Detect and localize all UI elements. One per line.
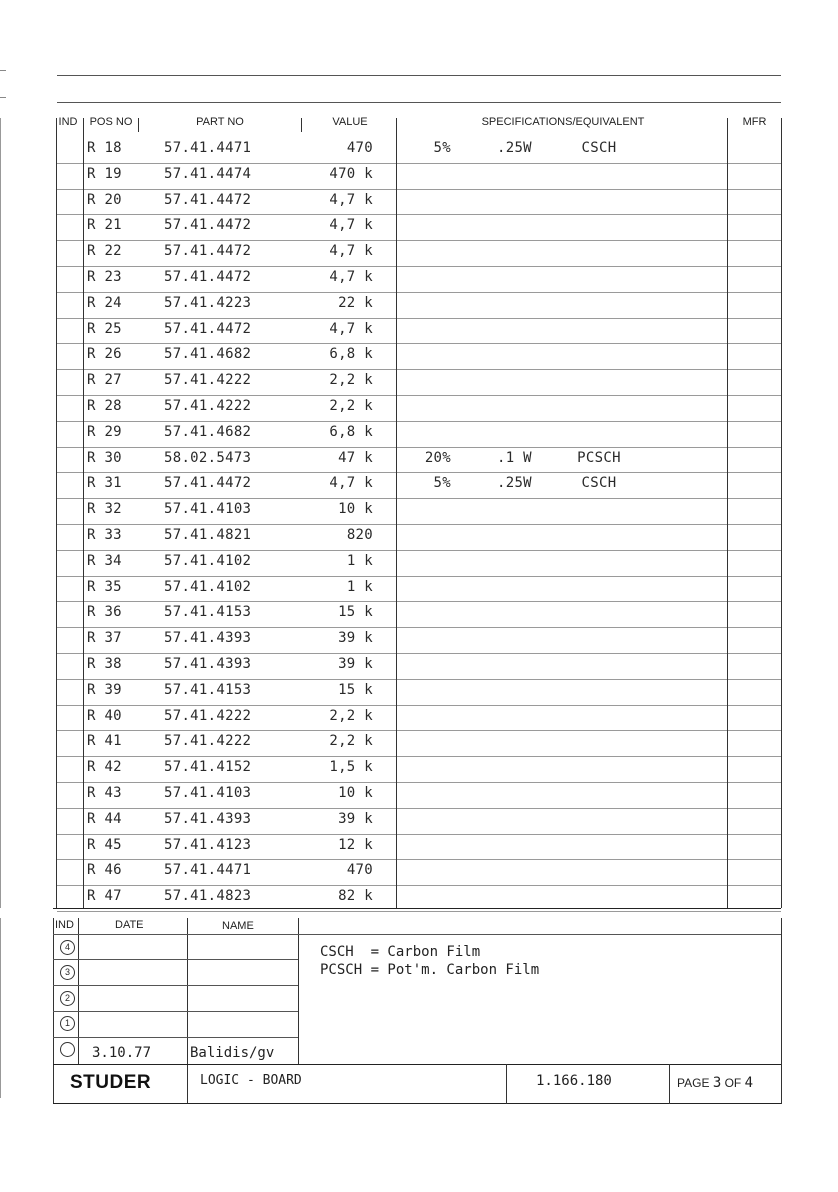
pos-cell: R 26 xyxy=(87,346,122,363)
part-no-cell: 57.41.4472 xyxy=(164,269,252,285)
part-no-cell: 57.41.4821 xyxy=(164,527,252,543)
table-row xyxy=(57,576,781,603)
value-cell: 1,5 k xyxy=(329,759,373,776)
column-rule xyxy=(781,118,782,908)
margin-mark xyxy=(0,70,6,71)
pos-cell: R 22 xyxy=(87,243,122,260)
note-csch: CSCH = Carbon Film xyxy=(320,944,481,960)
table-row xyxy=(57,137,781,164)
part-no-cell: 57.41.4102 xyxy=(164,552,252,569)
page-number: 3 xyxy=(712,1075,722,1091)
header-part-no: PART NO xyxy=(196,116,244,128)
column-rule xyxy=(138,118,139,132)
block-rule xyxy=(53,1011,298,1012)
revision-name: Balidis/gv xyxy=(190,1045,275,1061)
table-row xyxy=(57,653,781,680)
header-specs: SPECIFICATIONS/EQUIVALENT xyxy=(481,116,645,128)
pos-cell: R 29 xyxy=(87,423,122,440)
block-rule xyxy=(53,1103,781,1104)
pos-cell: R 41 xyxy=(87,733,122,750)
value-cell: 15 k xyxy=(338,681,373,698)
header-ind: IND xyxy=(58,116,78,128)
pos-cell: R 33 xyxy=(87,527,122,543)
table-row xyxy=(57,498,781,525)
column-rule xyxy=(56,118,57,908)
margin-mark xyxy=(0,97,6,98)
type-cell: CSCH xyxy=(581,475,617,492)
note-pcsch: PCSCH = Pot'm. Carbon Film xyxy=(320,962,540,978)
power-cell: .1 W xyxy=(497,449,532,466)
block-rule xyxy=(53,1064,781,1065)
part-no-cell: 57.41.4472 xyxy=(164,475,252,492)
studer-logo: STUDER xyxy=(70,1072,152,1093)
tolerance-cell: 5% xyxy=(433,475,451,492)
value-cell: 4,7 k xyxy=(329,191,373,208)
revision-mark-1: 1 xyxy=(60,1016,75,1031)
pos-cell: R 30 xyxy=(87,449,122,466)
part-no-cell: 57.41.4393 xyxy=(164,630,252,647)
value-cell: 4,7 k xyxy=(329,217,373,234)
value-cell: 4,7 k xyxy=(329,269,373,285)
table-row xyxy=(57,472,781,499)
table-row xyxy=(57,782,781,809)
table-row xyxy=(57,859,781,886)
part-no-cell: 57.41.4222 xyxy=(164,707,252,724)
pos-cell: R 40 xyxy=(87,707,122,724)
part-no-cell: 57.41.4823 xyxy=(164,888,252,905)
page-label: PAGE xyxy=(677,1076,710,1090)
pos-cell: R 21 xyxy=(87,217,122,234)
pos-cell: R 46 xyxy=(87,862,122,879)
pos-cell: R 19 xyxy=(87,165,122,182)
revision-mark-2: 2 xyxy=(60,991,75,1006)
part-no-cell: 57.41.4223 xyxy=(164,294,252,311)
value-cell: 1 k xyxy=(346,578,373,595)
part-no-cell: 57.41.4682 xyxy=(164,423,252,440)
column-rule xyxy=(83,118,84,908)
revision-mark-3: 3 xyxy=(60,965,75,980)
type-cell: PCSCH xyxy=(577,449,621,466)
pos-cell: R 18 xyxy=(87,140,122,156)
block-rule xyxy=(78,918,79,1064)
pos-cell: R 36 xyxy=(87,604,122,621)
power-cell: .25W xyxy=(497,140,532,156)
part-no-cell: 57.41.4103 xyxy=(164,501,252,518)
pos-cell: R 42 xyxy=(87,759,122,776)
part-no-cell: 58.02.5473 xyxy=(164,449,252,466)
pos-cell: R 43 xyxy=(87,785,122,801)
pos-cell: R 45 xyxy=(87,836,122,853)
part-no-cell: 57.41.4393 xyxy=(164,810,252,827)
top-rule xyxy=(57,75,781,76)
part-no-cell: 57.41.4152 xyxy=(164,759,252,776)
value-cell: 820 xyxy=(346,527,373,543)
table-row xyxy=(57,421,781,448)
part-no-cell: 57.41.4472 xyxy=(164,217,252,234)
table-row xyxy=(57,679,781,706)
value-cell: 10 k xyxy=(338,785,373,801)
document-number: 1.166.180 xyxy=(536,1073,612,1089)
document-title: LOGIC - BOARD xyxy=(200,1073,302,1088)
part-no-cell: 57.41.4682 xyxy=(164,346,252,363)
table-row xyxy=(57,447,781,474)
part-no-cell: 57.41.4222 xyxy=(164,372,252,389)
part-no-cell: 57.41.4472 xyxy=(164,243,252,260)
value-cell: 39 k xyxy=(338,656,373,672)
table-row xyxy=(57,214,781,241)
pos-cell: R 28 xyxy=(87,398,122,414)
header-pos-no: POS NO xyxy=(89,116,133,128)
table-row xyxy=(57,627,781,654)
header-value: VALUE xyxy=(332,116,368,128)
block-rule xyxy=(53,934,781,935)
column-rule xyxy=(727,118,728,908)
part-no-cell: 57.41.4102 xyxy=(164,578,252,595)
table-row xyxy=(57,730,781,757)
pos-cell: R 39 xyxy=(87,681,122,698)
pos-cell: R 24 xyxy=(87,294,122,311)
table-row xyxy=(57,395,781,422)
pos-cell: R 20 xyxy=(87,191,122,208)
page-indicator xyxy=(677,1075,753,1091)
value-cell: 470 xyxy=(346,140,373,156)
tolerance-cell: 5% xyxy=(433,140,451,156)
part-no-cell: 57.41.4123 xyxy=(164,836,252,853)
table-row xyxy=(57,601,781,628)
pos-cell: R 32 xyxy=(87,501,122,518)
value-cell: 15 k xyxy=(338,604,373,621)
value-cell: 2,2 k xyxy=(329,733,373,750)
part-no-cell: 57.41.4471 xyxy=(164,862,252,879)
block-rule xyxy=(53,959,298,960)
page-total: 4 xyxy=(744,1075,754,1091)
pos-cell: R 35 xyxy=(87,578,122,595)
value-cell: 2,2 k xyxy=(329,372,373,389)
value-cell: 2,2 k xyxy=(329,707,373,724)
pos-cell: R 31 xyxy=(87,475,122,492)
margin-rule xyxy=(0,918,1,1098)
value-cell: 47 k xyxy=(338,449,373,466)
rev-header-ind: IND xyxy=(55,919,74,931)
table-row xyxy=(57,834,781,861)
block-rule xyxy=(506,1064,507,1104)
block-rule xyxy=(53,985,298,986)
part-no-cell: 57.41.4103 xyxy=(164,785,252,801)
value-cell: 2,2 k xyxy=(329,398,373,414)
value-cell: 4,7 k xyxy=(329,475,373,492)
pos-cell: R 25 xyxy=(87,320,122,337)
pos-cell: R 44 xyxy=(87,810,122,827)
part-no-cell: 57.41.4472 xyxy=(164,320,252,337)
part-no-cell: 57.41.4474 xyxy=(164,165,252,182)
header-mfr: MFR xyxy=(742,116,767,128)
table-row xyxy=(57,163,781,190)
value-cell: 6,8 k xyxy=(329,423,373,440)
top-rule xyxy=(57,102,781,103)
value-cell: 39 k xyxy=(338,630,373,647)
tolerance-cell: 20% xyxy=(424,449,451,466)
table-row xyxy=(57,369,781,396)
block-rule xyxy=(298,918,299,1064)
value-cell: 39 k xyxy=(338,810,373,827)
block-rule xyxy=(781,918,782,1104)
pos-cell: R 27 xyxy=(87,372,122,389)
page-of-label: OF xyxy=(724,1076,742,1090)
pos-cell: R 38 xyxy=(87,656,122,672)
value-cell: 4,7 k xyxy=(329,243,373,260)
part-no-cell: 57.41.4222 xyxy=(164,733,252,750)
part-no-cell: 57.41.4471 xyxy=(164,140,252,156)
table-row xyxy=(57,756,781,783)
pos-cell: R 23 xyxy=(87,269,122,285)
revision-mark-0 xyxy=(60,1042,75,1057)
table-row xyxy=(57,343,781,370)
pos-cell: R 34 xyxy=(87,552,122,569)
value-cell: 1 k xyxy=(346,552,373,569)
value-cell: 22 k xyxy=(338,294,373,311)
value-cell: 82 k xyxy=(338,888,373,905)
power-cell: .25W xyxy=(497,475,532,492)
column-rule xyxy=(396,118,397,908)
type-cell: CSCH xyxy=(581,140,617,156)
part-no-cell: 57.41.4153 xyxy=(164,604,252,621)
table-row xyxy=(57,266,781,293)
part-no-cell: 57.41.4472 xyxy=(164,191,252,208)
part-no-cell: 57.41.4222 xyxy=(164,398,252,414)
part-no-cell: 57.41.4153 xyxy=(164,681,252,698)
revision-date: 3.10.77 xyxy=(92,1045,152,1061)
value-cell: 12 k xyxy=(338,836,373,853)
pos-cell: R 47 xyxy=(87,888,122,905)
table-row xyxy=(57,550,781,577)
block-rule xyxy=(53,1037,298,1038)
value-cell: 6,8 k xyxy=(329,346,373,363)
table-row xyxy=(57,189,781,216)
value-cell: 4,7 k xyxy=(329,320,373,337)
rev-header-name: NAME xyxy=(222,920,254,932)
table-row xyxy=(57,318,781,345)
rev-header-date: DATE xyxy=(115,919,144,931)
value-cell: 470 xyxy=(346,862,373,879)
value-cell: 470 k xyxy=(329,165,373,182)
revision-mark-4: 4 xyxy=(60,940,75,955)
pos-cell: R 37 xyxy=(87,630,122,647)
part-no-cell: 57.41.4393 xyxy=(164,656,252,672)
margin-rule xyxy=(0,118,1,908)
table-row xyxy=(57,705,781,732)
table-row xyxy=(57,240,781,267)
table-row xyxy=(57,808,781,835)
table-row xyxy=(57,524,781,551)
block-rule xyxy=(53,908,781,909)
value-cell: 10 k xyxy=(338,501,373,518)
column-rule xyxy=(301,118,302,132)
table-row xyxy=(57,292,781,319)
block-rule xyxy=(669,1064,670,1104)
